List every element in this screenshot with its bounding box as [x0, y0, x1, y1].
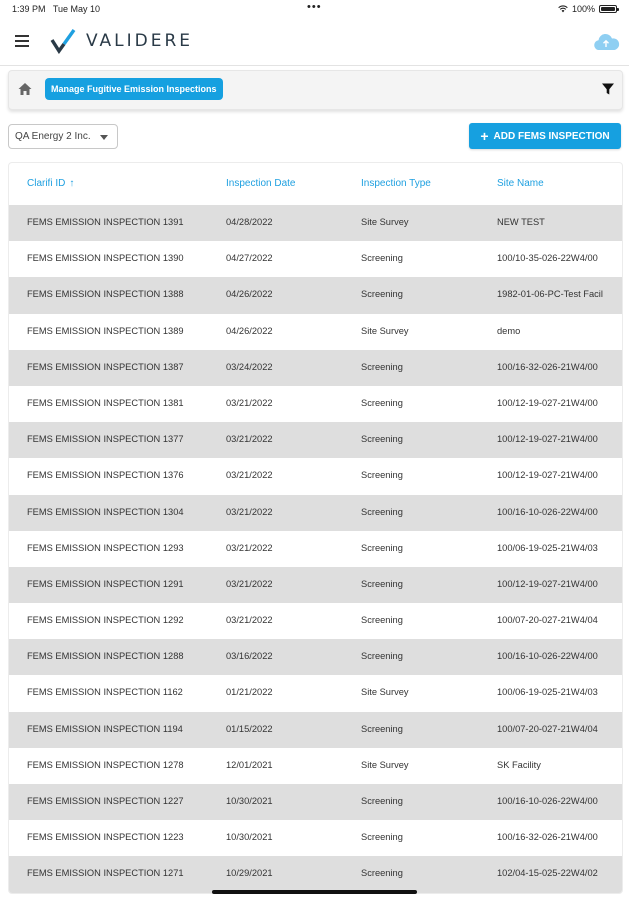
table-row[interactable] [9, 531, 622, 567]
table-row[interactable] [9, 856, 622, 892]
battery-percent: 100% [571, 4, 595, 14]
cell-inspection-type: Screening [361, 578, 403, 589]
table-body [9, 205, 622, 893]
cell-clarifi-id: FEMS EMISSION INSPECTION 1223 [27, 832, 184, 843]
cell-clarifi-id: FEMS EMISSION INSPECTION 1381 [27, 397, 184, 408]
cell-clarifi-id: FEMS EMISSION INSPECTION 1288 [27, 651, 184, 662]
cell-inspection-type: Site Survey [361, 217, 409, 227]
cell-inspection-date: 04/26/2022 [226, 325, 273, 336]
validere-logo-mark [50, 28, 80, 54]
cell-clarifi-id: FEMS EMISSION INSPECTION 1271 [27, 868, 184, 879]
cell-inspection-date: 01/21/2022 [226, 687, 273, 698]
column-header-clarifi-id[interactable] [27, 178, 217, 189]
cell-site-name: 100/16-32-026-21W4/00 [497, 361, 598, 372]
cell-inspection-type: Screening [361, 796, 403, 806]
cell-inspection-type: Screening [361, 397, 403, 408]
cell-inspection-type: Screening [361, 470, 403, 481]
home-indicator[interactable] [212, 890, 417, 894]
breadcrumb [8, 70, 623, 110]
cell-inspection-type: Site Survey [361, 759, 409, 770]
column-header-inspection-date[interactable]: Inspection Date [226, 178, 296, 189]
plus-icon: + [480, 128, 489, 144]
validere-logo [50, 28, 193, 54]
cell-inspection-date: 03/21/2022 [226, 615, 273, 626]
cell-site-name: 1982-01-06-PC-Test Facil [497, 289, 603, 300]
table-row[interactable] [9, 784, 622, 820]
cell-inspection-date: 03/24/2022 [226, 361, 273, 372]
status-bar [0, 0, 629, 20]
table-row[interactable] [9, 603, 622, 639]
column-header-site-name[interactable]: Site Name [497, 178, 544, 189]
table-row[interactable] [9, 675, 622, 711]
app-header [0, 20, 629, 66]
cell-inspection-date: 03/21/2022 [226, 434, 273, 445]
cell-inspection-type: Screening [361, 542, 403, 553]
cell-inspection-type: Screening [361, 723, 403, 734]
table-row[interactable] [9, 277, 622, 313]
table-row[interactable] [9, 820, 622, 856]
cell-inspection-date: 10/30/2021 [226, 832, 273, 843]
cell-site-name: 100/16-10-026-22W4/00 [497, 651, 598, 662]
multitask-dots-icon[interactable]: ••• [307, 1, 322, 13]
column-header-inspection-type[interactable]: Inspection Type [361, 178, 431, 189]
cell-site-name: 100/16-32-026-21W4/00 [497, 832, 598, 843]
cell-clarifi-id: FEMS EMISSION INSPECTION 1390 [27, 253, 184, 264]
cell-site-name: 100/06-19-025-21W4/03 [497, 542, 598, 553]
cell-clarifi-id: FEMS EMISSION INSPECTION 1388 [27, 289, 184, 300]
cell-inspection-date: 03/16/2022 [226, 651, 273, 662]
cell-clarifi-id: FEMS EMISSION INSPECTION 1162 [27, 687, 183, 698]
cell-inspection-date: 12/01/2021 [226, 759, 273, 770]
cell-inspection-date: 04/26/2022 [226, 289, 273, 300]
company-select-value: QA Energy 2 Inc. [15, 131, 91, 142]
cell-clarifi-id: FEMS EMISSION INSPECTION 1389 [27, 325, 184, 336]
cell-clarifi-id: FEMS EMISSION INSPECTION 1376 [27, 470, 184, 481]
cell-inspection-type: Site Survey [361, 325, 409, 336]
cell-site-name: 100/06-19-025-21W4/03 [497, 687, 598, 698]
cell-site-name: 100/12-19-027-21W4/00 [497, 578, 598, 589]
cell-site-name: 100/07-20-027-21W4/04 [497, 723, 598, 734]
cell-inspection-type: Screening [361, 289, 403, 300]
battery-icon [599, 5, 617, 13]
cell-clarifi-id: FEMS EMISSION INSPECTION 1291 [27, 578, 184, 589]
cell-clarifi-id: FEMS EMISSION INSPECTION 1194 [27, 723, 183, 734]
cell-site-name: 100/16-10-026-22W4/00 [497, 796, 598, 806]
hamburger-menu-icon[interactable] [15, 35, 29, 47]
cell-site-name: 100/07-20-027-21W4/04 [497, 615, 598, 626]
cell-clarifi-id: FEMS EMISSION INSPECTION 1377 [27, 434, 184, 445]
table-row[interactable] [9, 748, 622, 784]
cell-clarifi-id: FEMS EMISSION INSPECTION 1391 [27, 217, 184, 227]
cell-inspection-date: 01/15/2022 [226, 723, 273, 734]
cell-clarifi-id: FEMS EMISSION INSPECTION 1227 [27, 796, 184, 806]
cloud-sync-icon[interactable] [591, 30, 621, 54]
breadcrumb-current-page[interactable]: Manage Fugitive Emission Inspections [45, 78, 223, 100]
table-row[interactable] [9, 314, 622, 350]
cell-inspection-date: 04/28/2022 [226, 217, 273, 227]
filter-icon[interactable] [601, 82, 615, 96]
cell-inspection-type: Screening [361, 253, 403, 264]
wifi-icon [558, 5, 568, 13]
cell-clarifi-id: FEMS EMISSION INSPECTION 1293 [27, 542, 184, 553]
table-row[interactable] [9, 567, 622, 603]
cell-site-name: 100/10-35-026-22W4/00 [497, 253, 598, 264]
status-right [558, 4, 617, 14]
cell-inspection-type: Site Survey [361, 687, 409, 698]
cell-site-name: NEW TEST [497, 217, 545, 227]
cell-inspection-type: Screening [361, 506, 403, 517]
cell-inspection-date: 10/29/2021 [226, 868, 273, 879]
add-fems-inspection-label: ADD FEMS INSPECTION [493, 130, 610, 142]
status-date: Tue May 10 [52, 4, 101, 14]
cell-site-name: 102/04-15-025-22W4/02 [497, 868, 598, 879]
cell-clarifi-id: FEMS EMISSION INSPECTION 1292 [27, 615, 184, 626]
table-row[interactable] [9, 241, 622, 277]
table-row[interactable] [9, 422, 622, 458]
cell-site-name: 100/12-19-027-21W4/00 [497, 434, 598, 445]
cell-inspection-date: 03/21/2022 [226, 397, 273, 408]
cell-inspection-type: Screening [361, 434, 403, 445]
cell-site-name: 100/12-19-027-21W4/00 [497, 470, 598, 481]
cell-inspection-type: Screening [361, 361, 403, 372]
table-row[interactable] [9, 350, 622, 386]
logo-text: VALIDERE [86, 31, 194, 51]
cell-site-name: demo [497, 325, 521, 336]
sort-ascending-icon[interactable]: ↑ [69, 178, 75, 189]
cell-inspection-date: 03/21/2022 [226, 506, 273, 517]
cell-inspection-date: 03/21/2022 [226, 578, 273, 589]
home-icon[interactable] [17, 81, 33, 97]
cell-clarifi-id: FEMS EMISSION INSPECTION 1387 [27, 361, 184, 372]
cell-inspection-type: Screening [361, 651, 403, 662]
add-fems-inspection-button[interactable] [469, 123, 621, 149]
cell-inspection-date: 04/27/2022 [226, 253, 273, 264]
cell-site-name: 100/16-10-026-22W4/00 [497, 506, 598, 517]
table-header [9, 163, 622, 205]
cell-inspection-type: Screening [361, 615, 403, 626]
cell-inspection-type: Screening [361, 868, 403, 879]
cell-inspection-date: 10/30/2021 [226, 796, 273, 806]
inspections-table [8, 162, 623, 894]
cell-clarifi-id: FEMS EMISSION INSPECTION 1278 [27, 759, 184, 770]
cell-inspection-type: Screening [361, 832, 403, 843]
chevron-down-icon [100, 135, 108, 140]
table-row[interactable] [9, 458, 622, 494]
table-row[interactable] [9, 205, 622, 241]
status-time: 1:39 PM [12, 4, 46, 14]
table-row[interactable] [9, 495, 622, 531]
cell-inspection-date: 03/21/2022 [226, 542, 273, 553]
column-header-label: Clarifi ID [27, 178, 66, 189]
table-row[interactable] [9, 386, 622, 422]
cell-site-name: 100/12-19-027-21W4/00 [497, 397, 598, 408]
company-select[interactable] [8, 124, 118, 149]
table-row[interactable] [9, 712, 622, 748]
cell-clarifi-id: FEMS EMISSION INSPECTION 1304 [27, 506, 184, 517]
cell-inspection-date: 03/21/2022 [226, 470, 273, 481]
status-time-date [12, 4, 100, 14]
cell-site-name: SK Facility [497, 759, 541, 770]
table-row[interactable] [9, 639, 622, 675]
